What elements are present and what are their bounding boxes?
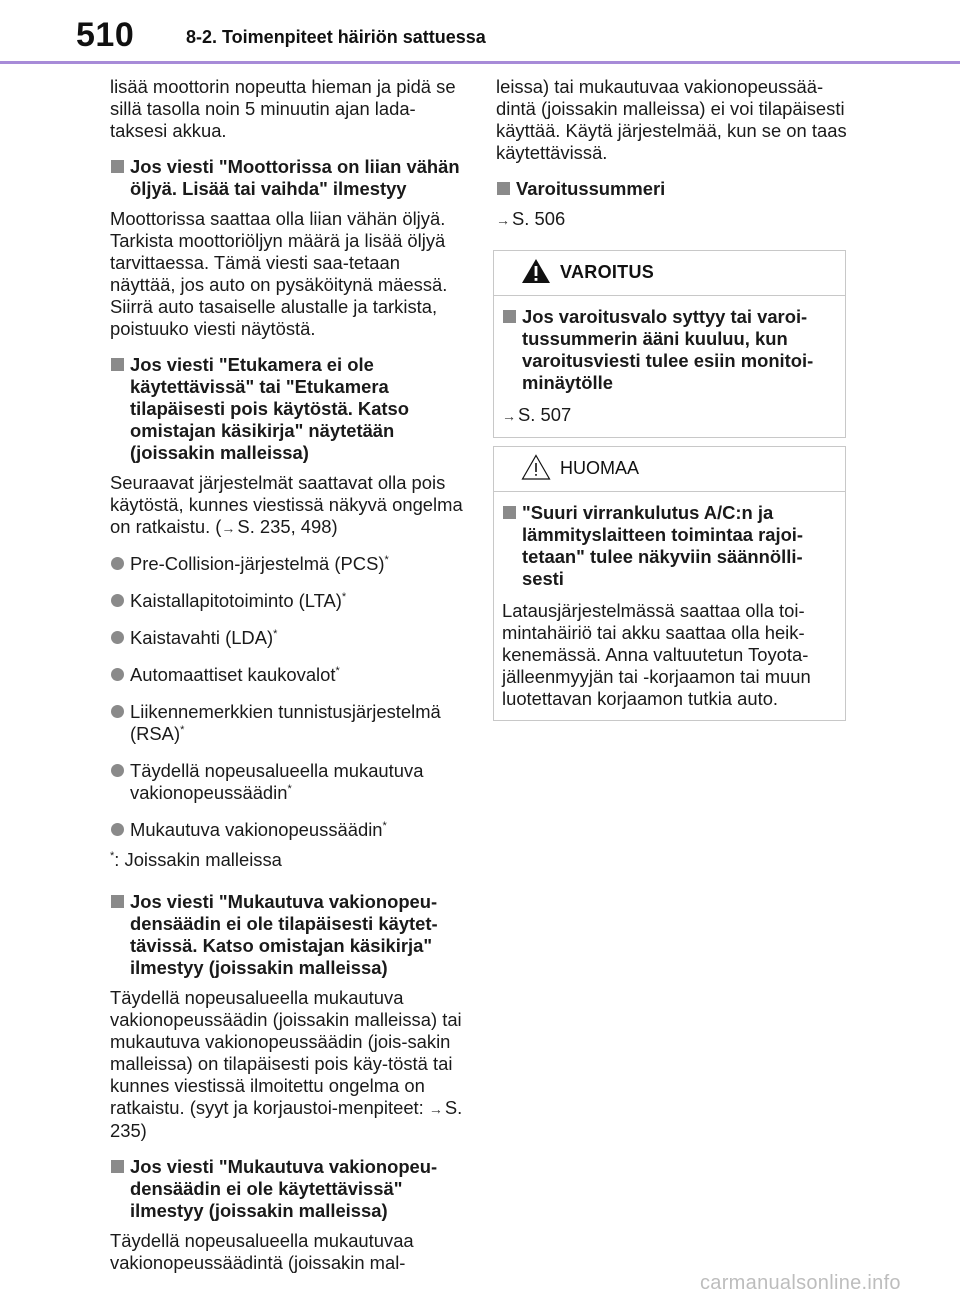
page-number: 510	[76, 16, 135, 54]
list-item: Pre-Collision-järjestelmä (PCS)*	[110, 553, 466, 575]
page-reference-link[interactable]: S. 235, 498)	[237, 516, 338, 537]
round-bullet-icon	[111, 594, 124, 607]
warning-triangle-icon	[521, 257, 551, 285]
page-header	[0, 0, 960, 66]
list-item: Täydellä nopeusalueella mukautuva vakionopeussäädin*	[110, 760, 466, 804]
heading-acc-temporarily-unavailable: Jos viesti "Mukautuva vakionopeu-densäädin ei ole tilapäisesti käytet-tävissä. Katso omistajan käsikirja" ilmestyy (joissakin malleissa)	[110, 891, 466, 979]
notice-box-heading: "Suuri virrankulutus A/C:n ja lämmityslaitteen toimintaa rajoi-tetaan" tulee näkyviin säännölli-sesti	[502, 502, 835, 590]
watermark: carmanualsonline.info	[700, 1272, 901, 1294]
square-bullet-icon	[503, 310, 516, 323]
notice-box	[493, 446, 846, 721]
warning-box-reference	[502, 404, 835, 427]
arrow-right-icon: →	[502, 408, 516, 424]
list-item: Kaistallapitotoiminto (LTA)*	[110, 590, 466, 612]
section-title: 8-2. Toimenpiteet häiriön sattuessa	[186, 27, 486, 47]
left-column	[110, 76, 466, 1274]
oil-paragraph: Moottorissa saattaa olla liian vähän öljyä. Tarkista moottoriöljyn määrä ja lisää öljyä tarvittaessa. Tämä viesti saa-tetaan näyttää, jos auto on pysäköitynä mäessä. Siirrä auto tasaiselle alustalle ja tarkista, poistuuko viesti näytöstä.	[110, 208, 448, 339]
list-item: Liikennemerkkien tunnistusjärjestelmä (RSA)*	[110, 701, 466, 745]
warning-box	[493, 250, 846, 438]
round-bullet-icon	[111, 764, 124, 777]
notice-box-body	[494, 492, 845, 720]
notice-box-title: HUOMAA	[560, 458, 640, 478]
beeper-reference	[496, 208, 848, 231]
square-bullet-icon	[111, 895, 124, 908]
round-bullet-icon	[111, 631, 124, 644]
list-item: Mukautuva vakionopeussäädin*	[110, 819, 466, 841]
warning-box-body	[494, 296, 845, 437]
arrow-right-icon: →	[428, 1101, 443, 1117]
heading-front-camera: Jos viesti "Etukamera ei ole käytettävissä" tai "Etukamera tilapäisesti pois käytöstä. Katso omistajan käsikirja" näytetään (joissakin malleissa)	[110, 354, 466, 464]
list-item: Kaistavahti (LDA)*	[110, 627, 466, 649]
round-bullet-icon	[111, 823, 124, 836]
square-bullet-icon	[111, 358, 124, 371]
continued-paragraph: leissa) tai mukautuvaa vakionopeussää-dintä (joissakin malleissa) ei voi tilapäisesti käyttää. Käytä järjestelmää, kun se on taas käytettävissä.	[496, 76, 847, 163]
arrow-right-icon: →	[221, 520, 236, 536]
round-bullet-icon	[111, 705, 124, 718]
warning-box-header	[494, 251, 845, 296]
right-column	[496, 76, 848, 231]
heading-warning-buzzer: Varoitussummeri	[496, 178, 848, 200]
intro-paragraph: lisää moottorin nopeutta hieman ja pidä se sillä tasolla noin 5 minuutin ajan lada-taksesi akkua.	[110, 76, 456, 141]
page-reference-link[interactable]: S. 235)	[110, 1097, 463, 1141]
warning-box-heading: Jos varoitusvalo syttyy tai varoi-tussummerin ääni kuuluu, kun varoitusviesti tulee esiin monitoi-minäytölle	[502, 306, 835, 394]
notice-box-paragraph: Latausjärjestelmässä saattaa olla toi-mintahäiriö tai akku saattaa olla heik-kenemässä. Anna valtuutetun Toyota-jälleenmyyjän tai -korjaamon tai muun luotettavan korjaamon tutkia auto.	[502, 600, 811, 709]
arrow-right-icon: →	[496, 212, 510, 228]
round-bullet-icon	[111, 557, 124, 570]
acc-temporary-paragraph: Täydellä nopeusalueella mukautuva vakionopeussäädin (joissakin malleissa) tai mukautuva vakionopeussäädin (jois-sakin malleissa) on tilapäisesti pois käy-töstä tai kunnes viestissä ilmoitettu ongelma on ratkaistu. (syyt ja korjaustoi-menpiteet: → S. 235)	[110, 987, 463, 1141]
square-bullet-icon	[503, 506, 516, 519]
acc-unavailable-paragraph: Täydellä nopeusalueella mukautuvaa vakionopeussäädintä (joissakin mal-	[110, 1230, 414, 1273]
round-bullet-icon	[111, 668, 124, 681]
square-bullet-icon	[111, 1160, 124, 1173]
notice-box-header	[494, 447, 845, 492]
heading-oil-message: Jos viesti "Moottorissa on liian vähän öljyä. Lisää tai vaihda" ilmestyy	[110, 156, 466, 200]
page-reference-link[interactable]: S. 507	[518, 404, 572, 425]
footnote: *: Joissakin malleissa	[110, 849, 282, 870]
warning-box-title: VAROITUS	[560, 262, 655, 282]
square-bullet-icon	[111, 160, 124, 173]
heading-acc-unavailable: Jos viesti "Mukautuva vakionopeu-densäädin ei ole käytettävissä" ilmestyy (joissakin malleissa)	[110, 1156, 466, 1222]
header-rule	[0, 61, 960, 64]
list-item: Automaattiset kaukovalot*	[110, 664, 466, 686]
camera-paragraph: Seuraavat järjestelmät saattavat olla pois käytöstä, kunnes viestissä näkyvä ongelma on ratkaistu. (→ S. 235, 498)	[110, 472, 463, 537]
page-reference-link[interactable]: S. 506	[512, 208, 566, 229]
square-bullet-icon	[497, 182, 510, 195]
notice-triangle-icon	[521, 453, 551, 481]
